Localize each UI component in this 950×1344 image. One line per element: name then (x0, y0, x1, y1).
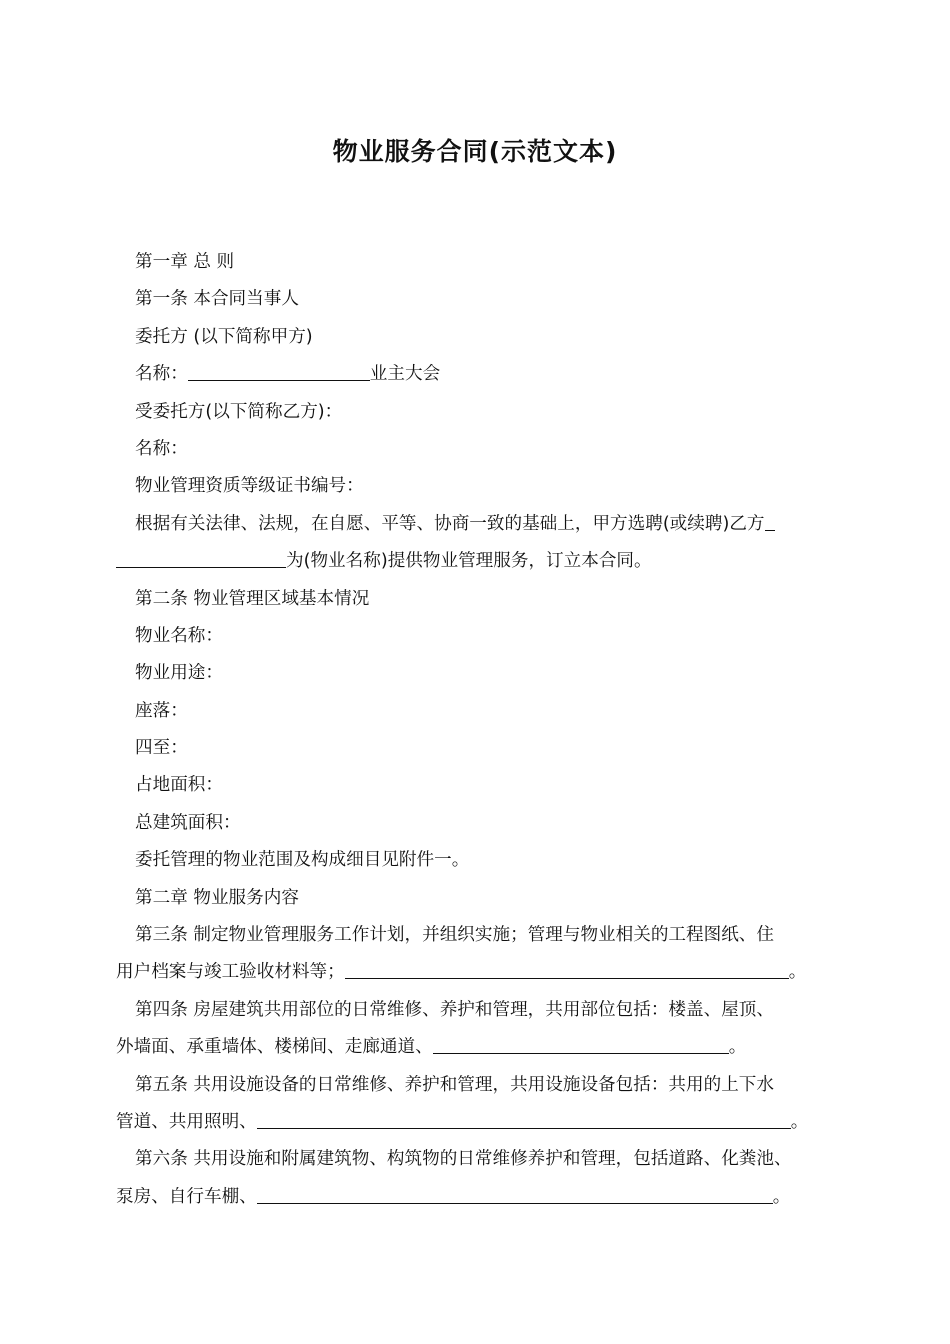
line-prefix: 名称： (135, 364, 188, 385)
paragraph-line (116, 992, 846, 1029)
paragraph-line (116, 842, 846, 879)
paragraph-line (116, 431, 846, 468)
line-text: 第二条 物业管理区域基本情况 (135, 588, 370, 609)
paragraph-line (116, 1029, 846, 1066)
paragraph-line (116, 693, 846, 730)
line-text: 第二章 物业服务内容 (135, 887, 299, 908)
line-prefix: 用户档案与竣工验收材料等； (116, 962, 345, 983)
paragraph-line (116, 917, 846, 954)
line-text: 四至： (135, 738, 188, 759)
paragraph-line (116, 805, 846, 842)
line-suffix: 。 (790, 1111, 809, 1132)
paragraph-line (116, 319, 846, 356)
line-text: 物业用途： (135, 663, 223, 684)
line-text: 第一条 本合同当事人 (135, 289, 299, 310)
line-text: 第一章 总 则 (135, 252, 235, 272)
paragraph-line (116, 468, 846, 505)
fill-in-blank (257, 1127, 791, 1129)
line-text: 物业名称： (135, 625, 223, 646)
line-suffix: 。 (788, 962, 807, 983)
paragraph-line (116, 244, 846, 281)
line-prefix: 外墙面、承重墙体、楼梯间、走廊通道、 (116, 1037, 433, 1058)
line-text: 第四条 房屋建筑共用部位的日常维修、养护和管理，共用部位包括：楼盖、屋顶、 (135, 999, 774, 1020)
paragraph-line (116, 1104, 846, 1141)
document-body (116, 244, 846, 1216)
line-text: 第三条 制定物业管理服务工作计划，并组织实施；管理与物业相关的工程图纸、住 (135, 925, 774, 946)
paragraph-line (116, 394, 846, 431)
paragraph-line (116, 767, 846, 804)
line-text: 名称： (135, 438, 188, 459)
line-prefix: 根据有关法律、法规，在自愿、平等、协商一致的基础上，甲方选聘(或续聘)乙方 (135, 513, 765, 534)
line-text: 委托方 (以下简称甲方) (135, 326, 313, 347)
paragraph-line (116, 1067, 846, 1104)
document-title: 物业服务合同(示范文本) (332, 137, 618, 166)
paragraph-line (116, 581, 846, 618)
fill-in-blank (345, 977, 789, 979)
line-prefix: 泵房、自行车棚、 (116, 1186, 257, 1207)
fill-in-blank (257, 1202, 773, 1204)
line-text: 第五条 共用设施设备的日常维修、养护和管理，共用设施设备包括：共用的上下水 (135, 1074, 774, 1095)
paragraph-line (116, 730, 846, 767)
line-text: 座落： (135, 700, 188, 721)
paragraph-line (116, 954, 846, 991)
line-suffix: 为(物业名称)提供物业管理服务，订立本合同。 (286, 551, 652, 572)
paragraph-line (116, 506, 846, 543)
paragraph-line (116, 1141, 846, 1178)
line-prefix: 管道、共用照明、 (116, 1111, 257, 1132)
line-suffix: 。 (728, 1037, 747, 1058)
paragraph-line (116, 1179, 846, 1216)
paragraph-line (116, 356, 846, 393)
fill-in-blank (765, 529, 775, 531)
line-text: 委托管理的物业范围及构成细目见附件一。 (135, 850, 470, 871)
line-text: 物业管理资质等级证书编号： (135, 476, 364, 497)
fill-in-blank (116, 566, 286, 568)
line-text: 占地面积： (135, 775, 223, 796)
paragraph-line (116, 880, 846, 917)
fill-in-blank (188, 379, 370, 381)
line-suffix: 。 (772, 1186, 791, 1207)
line-text: 受委托方(以下简称乙方)： (135, 401, 343, 422)
paragraph-line (116, 543, 846, 580)
line-text: 第六条 共用设施和附属建筑物、构筑物的日常维修养护和管理，包括道路、化粪池、 (135, 1149, 792, 1170)
fill-in-blank (433, 1052, 729, 1054)
paragraph-line (116, 618, 846, 655)
paragraph-line (116, 655, 846, 692)
line-suffix: 业主大会 (369, 364, 441, 385)
line-text: 总建筑面积： (135, 812, 241, 833)
paragraph-line (116, 281, 846, 318)
